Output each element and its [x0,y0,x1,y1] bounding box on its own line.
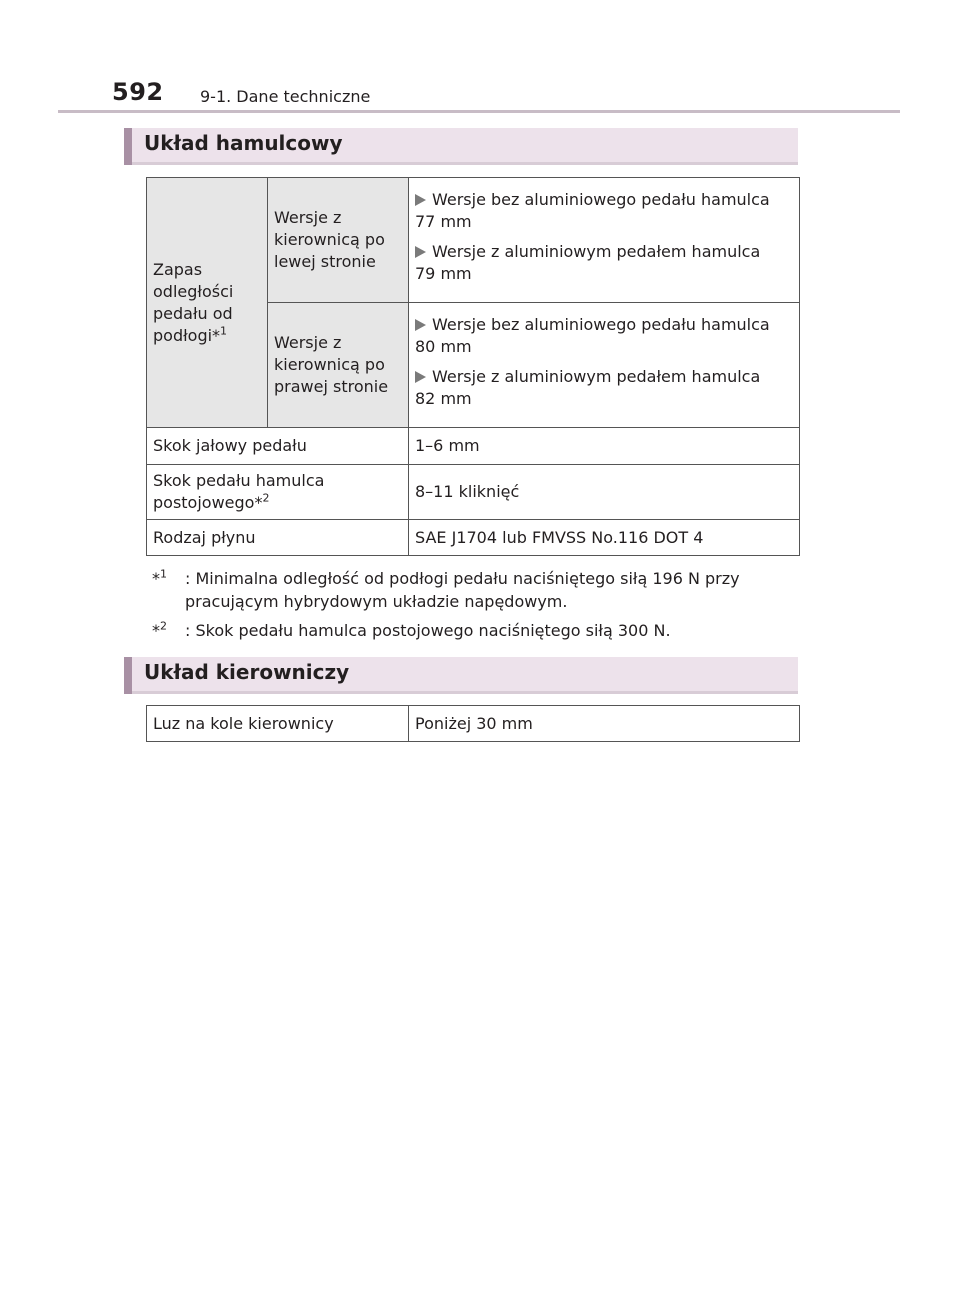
option-value: 79 mm [415,264,472,283]
footnote-mark: * [152,569,160,588]
list-item [415,241,793,285]
brake-spec-table [146,177,800,556]
row-value-cell [409,465,800,520]
steering-section-heading [124,657,798,694]
lhd-options-cell [409,178,800,303]
section-accent [124,657,132,694]
rhd-label: Wersje z kierownicą po prawej stronie [274,333,389,396]
option-value: 82 mm [415,389,472,408]
triangle-bullet-icon [415,371,426,383]
row-label-cell [147,706,409,742]
footnotes [152,567,805,642]
row-value: 8–11 kliknięć [415,482,520,501]
row-value-cell [409,520,800,556]
footnote-mark: * [152,621,160,640]
row-value-cell [409,428,800,465]
clearance-label: Zapas odległości pedału od podłogi* [153,259,234,345]
row-value-cell [409,706,800,742]
triangle-bullet-icon [415,319,426,331]
lhd-label-cell [268,178,409,303]
footnote-text: : Skok pedału hamulca postojowego naciśniętego siłą 300 N. [185,621,671,640]
option-label: Wersje bez aluminiowego pedału hamulca [432,315,770,334]
table-row [147,706,800,742]
option-value: 80 mm [415,337,472,356]
row-label-cell [147,428,409,465]
list-item [415,314,793,358]
page-header [112,78,371,106]
row-label-cell [147,520,409,556]
row-label-cell [147,465,409,520]
footnote [152,567,805,613]
option-label: Wersje z aluminiowym pedałem hamulca [432,367,761,386]
option-label: Wersje bez aluminiowego pedału hamulca [432,190,770,209]
option-label: Wersje z aluminiowym pedałem hamulca [432,242,761,261]
brake-section-heading [124,128,798,165]
steering-spec-table [146,705,800,742]
page-number: 592 [112,78,164,106]
row-value: SAE J1704 lub FMVSS No.116 DOT 4 [415,527,704,547]
footnote [152,619,805,642]
triangle-bullet-icon [415,246,426,258]
option-value: 77 mm [415,212,472,231]
header-divider [58,110,900,113]
table-row [147,428,800,465]
table-row [147,520,800,556]
row-label: Rodzaj płynu [153,527,256,547]
footnote-number: 1 [160,567,167,581]
row-label: Skok pedału hamulca postojowego* [153,471,325,512]
rhd-options-cell [409,303,800,428]
row-value: Poniżej 30 mm [415,713,533,733]
row-label: Skok jałowy pedału [153,436,307,455]
row-value: 1–6 mm [415,436,480,455]
rhd-label-cell [268,303,409,428]
footnote-ref: 2 [262,491,270,505]
triangle-bullet-icon [415,194,426,206]
list-item [415,189,793,233]
clearance-label-cell [147,178,268,428]
brake-section-title: Układ hamulcowy [144,131,343,155]
footnote-ref: 1 [220,324,228,338]
section-accent [124,128,132,165]
lhd-label: Wersje z kierownicą po lewej stronie [274,208,385,271]
footnote-number: 2 [160,619,167,633]
row-label: Luz na kole kierownicy [153,713,334,733]
table-row [147,465,800,520]
steering-section-title: Układ kierowniczy [144,660,350,684]
list-item [415,366,793,410]
footnote-text: : Minimalna odległość od podłogi pedału naciśniętego siłą 196 N przy pracującym hybrydowym układzie napędowym. [185,569,740,611]
table-row [147,178,800,303]
chapter-title: 9-1. Dane techniczne [200,87,371,106]
